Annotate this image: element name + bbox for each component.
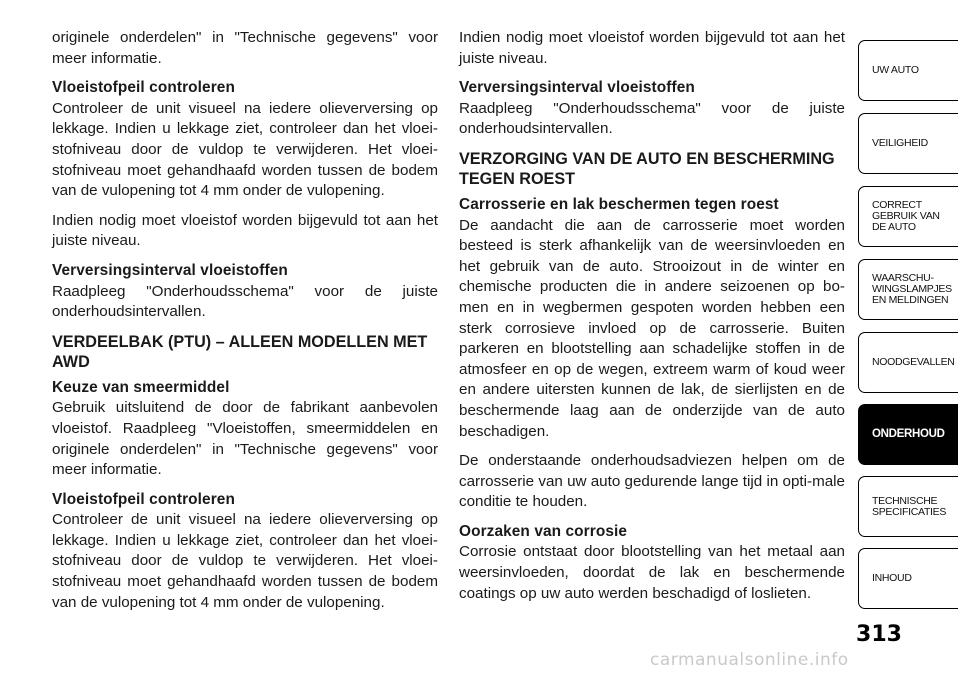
tab-label: TECHNISCHE SPECIFICATIES (872, 494, 947, 518)
interval-paragraph: Raadpleeg "Onderhoudsschema" voor de juiste onderhoudsintervallen. (52, 282, 438, 321)
left-column (52, 28, 438, 622)
lubricant-paragraph: Gebruik uitsluitend de door de fabrikant aanbevolen vloeistof. Raadpleeg "Vloeistoffen, smeermiddelen en originele onderdelen" in "Technische gegevens" voor meer informatie. (52, 399, 438, 479)
page-number: 313 (856, 622, 902, 647)
causes-paragraph: Corrosie ontstaat door blootstelling van het metaal aan weersinvloeden, doordat de lak en beschermende coatings op uw auto werden beschadigd of loslieten. (459, 543, 845, 602)
topup-paragraph-right: Indien nodig moet vloeistof worden bijgevuld tot aan het juiste niveau. (459, 29, 845, 67)
interval-paragraph-right: Raadpleeg "Onderhoudsschema" voor de juiste onderhoudsintervallen. (459, 99, 845, 138)
heading-lubricant: Keuze van smeermiddel (52, 378, 230, 396)
intro-paragraph: originele onderdelen" in "Technische gegevens" voor meer informatie. (52, 29, 438, 67)
topup-paragraph: Indien nodig moet vloeistof worden bijgevuld tot aan het juiste niveau. (52, 211, 438, 250)
heading-interval: Verversingsinterval vloeistoffen (52, 261, 288, 279)
body-paint-paragraph: De aandacht die aan de carrosserie moet worden besteed is sterk afhankelijk van de weersinvloeden en het gebruik van de auto. Strooizout in de winter en chemische producten die in andere seizoenen op bo-men en in wegbermen gespoten worden hebben een sterk corrosieve invloed op de carrosserie. Buiten parkeren en blootstelling aan schadelijke stoffen in de atmosfeer en op de wegen, extreem warm of koud weer en andere uitersten kunnen de lak, de sierlijsten en de beschermende laag aan de onderzijde van de auto beschadigen. (459, 216, 845, 440)
tab-technische-specificaties[interactable] (858, 476, 958, 537)
tab-veiligheid[interactable] (858, 113, 958, 174)
chapter-tabs-sidebar (856, 0, 960, 678)
heading-fluid-check-2: Vloeistofpeil controleren (52, 490, 235, 508)
tab-label: VEILIGHEID (872, 137, 928, 149)
heading-causes: Oorzaken van corrosie (459, 522, 628, 540)
watermark: carmanualsonline.info (650, 650, 849, 670)
tab-inhoud[interactable] (858, 548, 958, 609)
tab-label: CORRECT GEBRUIK VAN DE AUTO (872, 199, 940, 233)
heading-body-paint: Carrosserie en lak beschermen tegen roest (459, 195, 779, 213)
tab-label: ONDERHOUD (872, 428, 945, 440)
right-column (459, 28, 845, 613)
tab-noodgevallen[interactable] (858, 332, 958, 393)
heading-interval-right: Verversingsinterval vloeistoffen (459, 79, 695, 97)
tab-label: UW AUTO (872, 64, 919, 76)
tab-uw-auto[interactable] (858, 40, 958, 101)
tab-waarschuwingslampjes[interactable] (858, 259, 958, 320)
fluid-check-paragraph-2: Controleer de unit visueel na iedere olieverversing op lekkage. Indien u lekkage ziet, controleer dan het vloei-stofniveau door de vuldop te verwijderen. Het vloei-stofniveau moet gehandhaafd worden tussen de bodem van de vulopening tot 4 mm onder de vulopening. (52, 511, 438, 611)
tab-onderhoud[interactable] (858, 404, 958, 465)
heading-fluid-check: Vloeistofpeil controleren (52, 79, 235, 97)
section-heading-ptu: VERDEELBAK (PTU) – ALLEEN MODELLEN MET AWD (52, 332, 428, 371)
section-heading-care: VERZORGING VAN DE AUTO EN BESCHERMING TEGEN ROEST (459, 149, 835, 188)
tab-label: NOODGEVALLEN (872, 356, 955, 368)
advice-paragraph: De onderstaande onderhoudsadviezen helpen om de carrosserie van uw auto gedurende lange tijd in opti-male conditie te houden. (459, 452, 845, 511)
fluid-check-paragraph: Controleer de unit visueel na iedere olieverversing op lekkage. Indien u lekkage ziet, controleer dan het vloei-stofniveau door de vuldop te verwijderen. Het vloei-stofniveau moet gehandhaafd worden tussen de bodem van de vulopening tot 4 mm onder de vulopening. (52, 99, 438, 200)
tab-label: INHOUD (872, 572, 912, 584)
tab-label: WAARSCHU- WINGSLAMPJES EN MELDINGEN (872, 272, 952, 306)
tab-correct-gebruik[interactable] (858, 186, 958, 247)
